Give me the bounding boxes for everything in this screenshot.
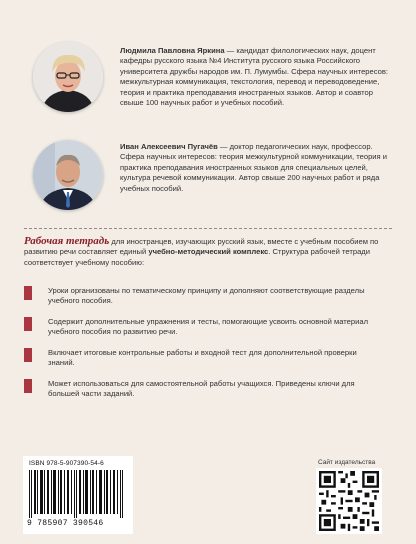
author-1-name: Людмила Павловна Яркина [120,46,225,55]
bullet-marker [24,317,32,331]
author-2-bio: Иван Алексеевич Пугачёв — доктор педагогических наук, профессор. Сфера научных интересов: теория межкультурной коммуникации, теория и практика преподавания иностранных языков для специальных целей, культура речевой коммуникации. Автор свыше 200 научных работ и ряда учебных пособий. [120,142,387,193]
complex-label: учебно-методический комплекс [148,247,269,257]
author-2-photo [33,140,103,210]
back-cover: Людмила Павловна Яркина — кандидат филологических наук, доцент кафедры русского языка №4 Института русского языка Российского университета дружбы народов им. П. Лумумбы. Сфера научных интересов: межкультурная коммуникация, текстология, перевод и переводоведение, теория и практика преподавания иностранных языков. Автор и соавтор свыше 100 научных работ и учебных пособий. Иван Алексеевич Пугачёв — доктор педагогических наук, профессор. Сфера научных интересов: теория межкультурной коммуникации, теория и практика преподавания иностранных языков для специальных целей, культура речевой коммуникации. Автор свыше 200 научных работ и ряда учебных пособий. Рабочая тетрадь для иностранцев, изучающих русский язык, вместе с учебным пособием по развитию речи составляет единый учебно-методический комплекс. Структура рабочей тетради соответствует учебному пособию: Уроки организованы по тематическому принципу и дополняют соответствующие разделы учебного пособия. Содержит дополнительные упражнения и тесты, помогающие усвоить основной материал учебного пособия по развитию речи. Включает итоговые контрольные работы и входной тест для дополнительной проверки знаний. Может использоваться для самостоятельной работы учащихся. Приведены ключи для большей части заданий. ISBN 978-5-907390-54-6 9 785907 390546 Сайт издательства [0,0,416,544]
bullet-marker [24,379,32,393]
ean-digits: 9 785907 390546 [27,519,104,528]
author-2-name: Иван Алексеевич Пугачёв [120,142,218,151]
isbn-number: ISBN 978-5-907390-54-6 [29,460,104,467]
barcode-icon [29,470,127,518]
isbn-barcode [23,456,133,534]
author-1-photo [33,42,103,112]
section-divider [24,228,392,229]
qr-code-icon [319,471,379,531]
qr-label: Сайт издательства [318,459,376,466]
publisher-qr-code[interactable] [316,468,382,534]
workbook-title: Рабочая тетрадь [24,235,110,247]
bullet-marker [24,348,32,362]
author-1-bio: Людмила Павловна Яркина — кандидат филологических наук, доцент кафедры русского языка №4 Института русского языка Российского университета дружбы народов им. П. Лумумбы. Сфера научных интересов: межкультурная коммуникация, текстология, перевод и переводоведение, теория и практика преподавания иностранных языков. Автор и соавтор свыше 100 научных работ и учебных пособий. [120,46,389,108]
bullet-marker [24,286,32,300]
intro-paragraph: Рабочая тетрадь для иностранцев, изучающих русский язык, вместе с учебным пособием по развитию речи составляет единый учебно-методический комплекс. Структура рабочей тетради соответствует учебному пособию: [24,235,379,267]
